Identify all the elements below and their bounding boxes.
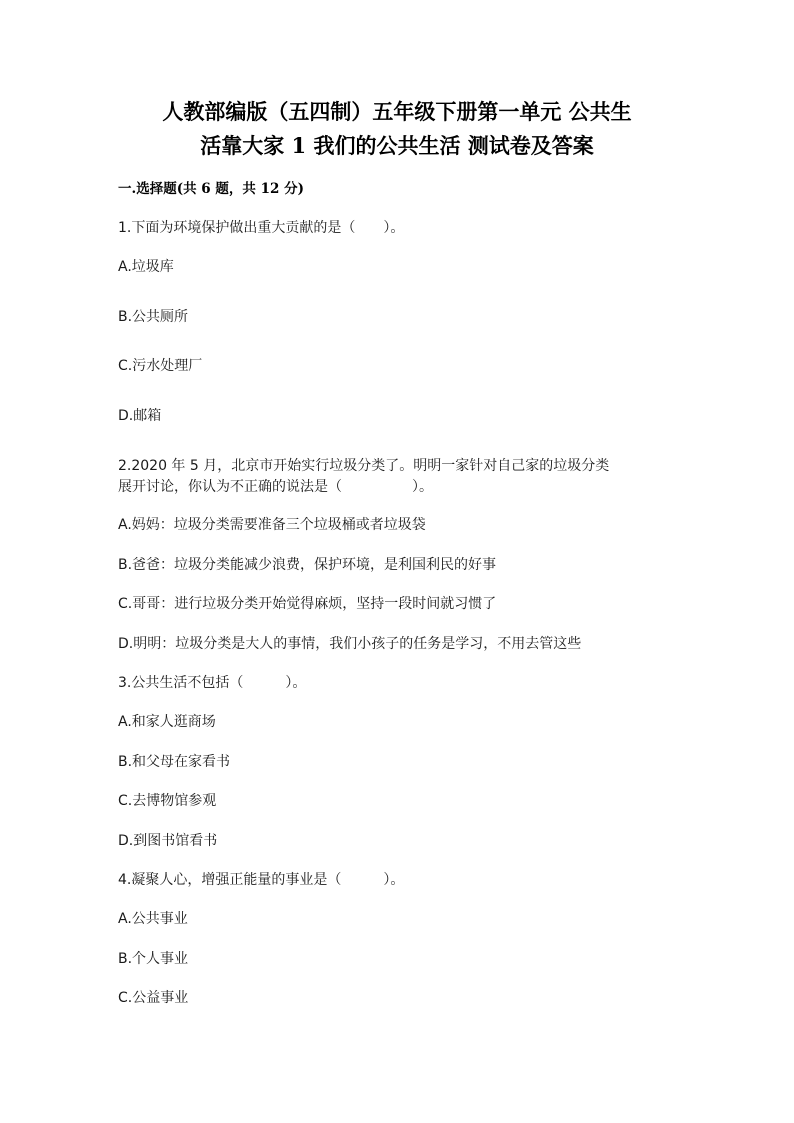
section-heading: 一.选择题(共 6 题，共 12 分)	[118, 181, 304, 197]
question-2-option-c: C.哥哥：进行垃圾分类开始觉得麻烦，坚持一段时间就习惯了	[118, 596, 497, 612]
document-title-line-2: 活靠大家 1 我们的公共生活 测试卷及答案	[200, 133, 594, 158]
question-3-option-c: C.去博物馆参观	[118, 793, 217, 809]
question-2-option-a: A.妈妈：垃圾分类需要准备三个垃圾桶或者垃圾袋	[118, 517, 426, 533]
question-3-option-b: B.和父母在家看书	[118, 754, 231, 770]
question-1-option-d: D.邮箱	[118, 408, 162, 424]
question-1-option-c: C.污水处理厂	[118, 358, 203, 374]
question-2-stem-line-1: 2.2020 年 5 月，北京市开始实行垃圾分类了。明明一家针对自己家的垃圾分类	[118, 458, 610, 474]
question-3-stem: 3.公共生活不包括（ ）。	[118, 675, 307, 691]
question-3-option-d: D.到图书馆看书	[118, 833, 218, 849]
question-4-option-a: A.公共事业	[118, 911, 188, 927]
question-4-option-c: C.公益事业	[118, 990, 189, 1006]
question-4-stem: 4.凝聚人心，增强正能量的事业是（ ）。	[118, 872, 405, 888]
question-2-option-b: B.爸爸：垃圾分类能减少浪费，保护环境，是利国利民的好事	[118, 557, 497, 573]
question-2-option-d: D.明明：垃圾分类是大人的事情，我们小孩子的任务是学习，不用去管这些	[118, 636, 582, 652]
question-2-stem-line-2: 展开讨论，你认为不正确的说法是（ ）。	[118, 479, 433, 495]
question-1-option-a: A.垃圾库	[118, 259, 174, 275]
question-1-option-b: B.公共厕所	[118, 309, 189, 325]
question-3-option-a: A.和家人逛商场	[118, 714, 216, 730]
question-1-stem: 1.下面为环境保护做出重大贡献的是（ ）。	[118, 220, 405, 236]
question-4-option-b: B.个人事业	[118, 951, 189, 967]
document-title-line-1: 人教部编版（五四制）五年级下册第一单元 公共生	[162, 99, 632, 124]
